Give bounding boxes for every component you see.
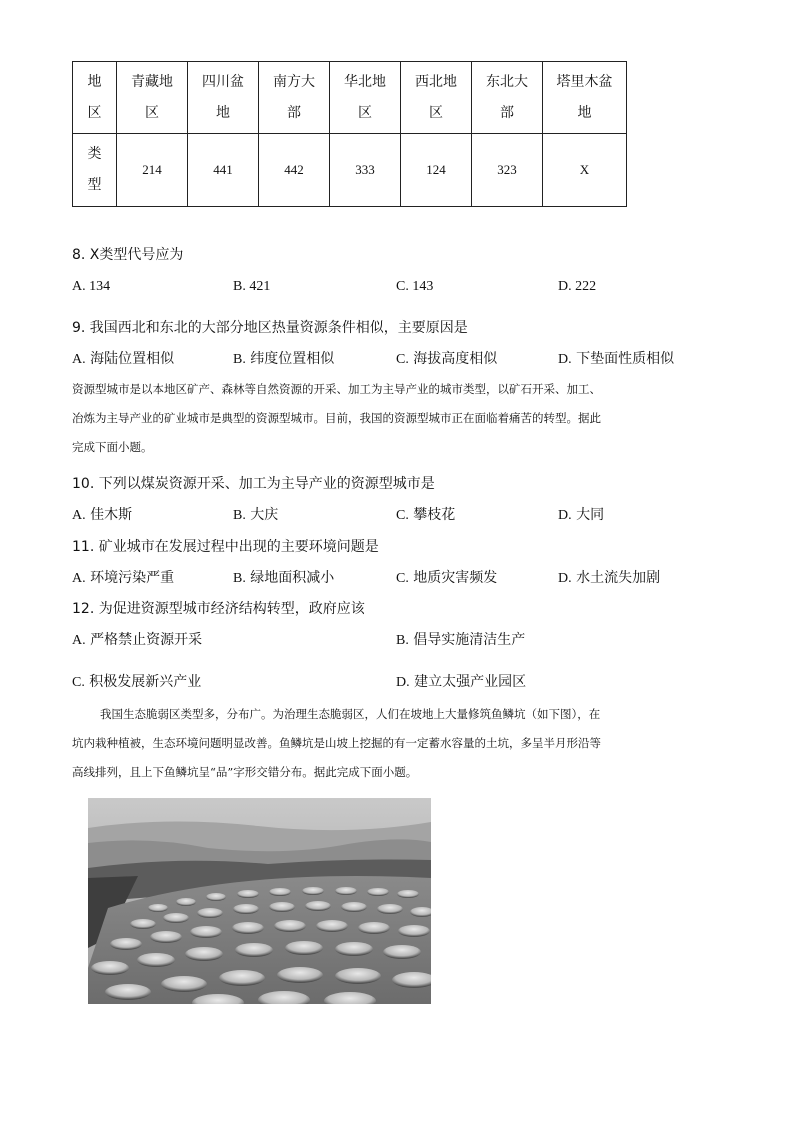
q12-option-b[interactable] [396, 630, 525, 651]
q9-option-b[interactable] [233, 349, 334, 370]
option-letter: A. [72, 352, 86, 367]
q9-option-a[interactable] [72, 349, 174, 370]
q12-option-a[interactable] [72, 630, 202, 651]
q12-option-c[interactable] [72, 672, 201, 693]
option-text: 海陆位置相似 [90, 351, 175, 367]
region-name-line1: 西北地 [415, 73, 457, 90]
option-text: 水土流失加剧 [576, 570, 661, 586]
region-type-table [72, 61, 627, 207]
q9-option-d[interactable] [558, 349, 674, 370]
type-code-cell [117, 134, 188, 207]
passage-line: 完成下面小题。 [72, 440, 153, 454]
table-header-label [73, 62, 117, 134]
option-letter: A. [72, 508, 86, 523]
option-letter: C. [396, 279, 409, 294]
passage-line: 高线排列，且上下鱼鳞坑呈“品”字形交错分布。据此完成下面小题。 [72, 765, 418, 779]
option-letter: A. [72, 633, 86, 648]
option-text: 建立太强产业园区 [414, 674, 527, 690]
option-letter: D. [558, 571, 572, 586]
option-text: 倡导实施清洁生产 [413, 632, 526, 648]
q10-option-b[interactable] [233, 505, 278, 526]
option-text: 143 [412, 279, 434, 294]
region-name-line1: 四川盆 [202, 73, 244, 90]
q10-option-c[interactable] [396, 505, 455, 526]
option-text: 下垫面性质相似 [576, 351, 675, 367]
option-text: 421 [249, 279, 271, 294]
option-text: 绿地面积减小 [250, 570, 335, 586]
option-text: 纬度位置相似 [250, 351, 335, 367]
option-text: 222 [575, 279, 597, 294]
option-letter: A. [72, 571, 86, 586]
region-cell [472, 62, 543, 134]
q11-option-b[interactable] [233, 568, 334, 589]
option-letter: B. [233, 279, 246, 294]
option-text: 134 [89, 279, 111, 294]
option-letter: A. [72, 279, 86, 294]
type-code: X [579, 162, 590, 177]
header-label-line1: 地 [87, 73, 102, 90]
q8-option-b[interactable] [233, 277, 270, 297]
option-text: 佳木斯 [90, 507, 133, 523]
q11-option-c[interactable] [396, 568, 497, 589]
q11-option-d[interactable] [558, 568, 660, 589]
region-name-line1: 塔里木盆 [556, 73, 613, 90]
option-letter: D. [558, 279, 572, 294]
type-code: 333 [355, 162, 375, 177]
table-type-row [73, 134, 627, 207]
option-letter: C. [396, 508, 409, 523]
region-cell [117, 62, 188, 134]
q11-option-a[interactable] [72, 568, 174, 589]
region-cell [330, 62, 401, 134]
option-letter: C. [72, 675, 85, 690]
table-header-row [73, 62, 627, 134]
question-9-stem: 9. 我国西北和东北的大部分地区热量资源条件相似，主要原因是 [72, 320, 468, 336]
option-text: 地质灾害频发 [413, 570, 498, 586]
passage-line: 冶炼为主导产业的矿业城市是典型的资源型城市。目前，我国的资源型城市正在面临着痛苦的转型。据此 [72, 411, 601, 425]
option-letter: B. [233, 352, 246, 367]
region-name-line1: 青藏地 [131, 73, 173, 90]
option-letter: C. [396, 352, 409, 367]
region-cell [401, 62, 472, 134]
question-12-stem: 12. 为促进资源型城市经济结构转型，政府应该 [72, 601, 365, 617]
option-text: 大同 [576, 507, 605, 523]
option-text: 大庆 [250, 507, 279, 523]
option-text: 积极发展新兴产业 [89, 674, 202, 690]
passage-resource-cities [72, 375, 722, 462]
q8-option-a[interactable] [72, 277, 110, 297]
option-letter: D. [558, 352, 572, 367]
region-cell [543, 62, 627, 134]
option-text: 海拔高度相似 [413, 351, 498, 367]
option-letter: B. [233, 571, 246, 586]
option-letter: B. [233, 508, 246, 523]
passage-line: 我国生态脆弱区类型多，分布广。为治理生态脆弱区，人们在坡地上大量修筑鱼鳞坑（如下图），在 [100, 707, 601, 721]
region-name-line2: 区 [145, 104, 159, 121]
q8-option-d[interactable] [558, 277, 596, 297]
type-code-cell [188, 134, 259, 207]
type-code-cell [472, 134, 543, 207]
option-text: 攀枝花 [413, 507, 456, 523]
type-code: 214 [142, 162, 162, 177]
fish-scale-pits-image [88, 798, 431, 1004]
fish-scale-pits-photo [88, 798, 431, 1004]
q8-option-c[interactable] [396, 277, 433, 297]
region-name-line2: 地 [216, 104, 230, 121]
region-name-line2: 区 [358, 104, 372, 121]
region-name-line2: 地 [577, 104, 592, 121]
passage-fish-scale-pits [72, 700, 722, 787]
q9-option-c[interactable] [396, 349, 497, 370]
type-code-cell [330, 134, 401, 207]
option-letter: D. [396, 675, 410, 690]
q10-option-a[interactable] [72, 505, 132, 526]
region-name-line1: 华北地 [344, 73, 386, 90]
region-cell [188, 62, 259, 134]
type-code-cell [401, 134, 472, 207]
header-label-line2: 区 [87, 104, 102, 121]
question-10-stem: 10. 下列以煤炭资源开采、加工为主导产业的资源型城市是 [72, 476, 435, 492]
type-code-cell [259, 134, 330, 207]
option-text: 严格禁止资源开采 [90, 632, 203, 648]
type-code: 442 [284, 162, 304, 177]
region-cell [259, 62, 330, 134]
type-label-line1: 类 [87, 146, 102, 162]
question-8-stem: 8. X类型代号应为 [72, 247, 184, 263]
option-text: 环境污染严重 [90, 570, 175, 586]
type-code: 323 [497, 162, 517, 177]
option-letter: B. [396, 633, 409, 648]
question-11-stem: 11. 矿业城市在发展过程中出现的主要环境问题是 [72, 539, 379, 555]
region-name-line2: 区 [429, 104, 443, 121]
passage-line: 坑内栽种植被，生态环境问题明显改善。鱼鳞坑是山坡上挖掘的有一定蓄水容量的土坑，多呈半月形沿等 [72, 736, 601, 750]
table-type-label [73, 134, 117, 207]
region-name-line2: 部 [500, 104, 514, 121]
region-name-line1: 东北大 [486, 73, 528, 90]
option-letter: D. [558, 508, 572, 523]
region-name-line1: 南方大 [273, 73, 315, 90]
type-code: 124 [426, 162, 446, 177]
type-code: 441 [213, 162, 233, 177]
q10-option-d[interactable] [558, 505, 604, 526]
type-code-cell [543, 134, 627, 207]
q12-option-d[interactable] [396, 672, 526, 693]
region-name-line2: 部 [287, 104, 301, 121]
passage-line: 资源型城市是以本地区矿产、森林等自然资源的开采、加工为主导产业的城市类型，以矿石开采、加工、 [72, 382, 601, 396]
type-label-line2: 型 [87, 177, 102, 193]
option-letter: C. [396, 571, 409, 586]
